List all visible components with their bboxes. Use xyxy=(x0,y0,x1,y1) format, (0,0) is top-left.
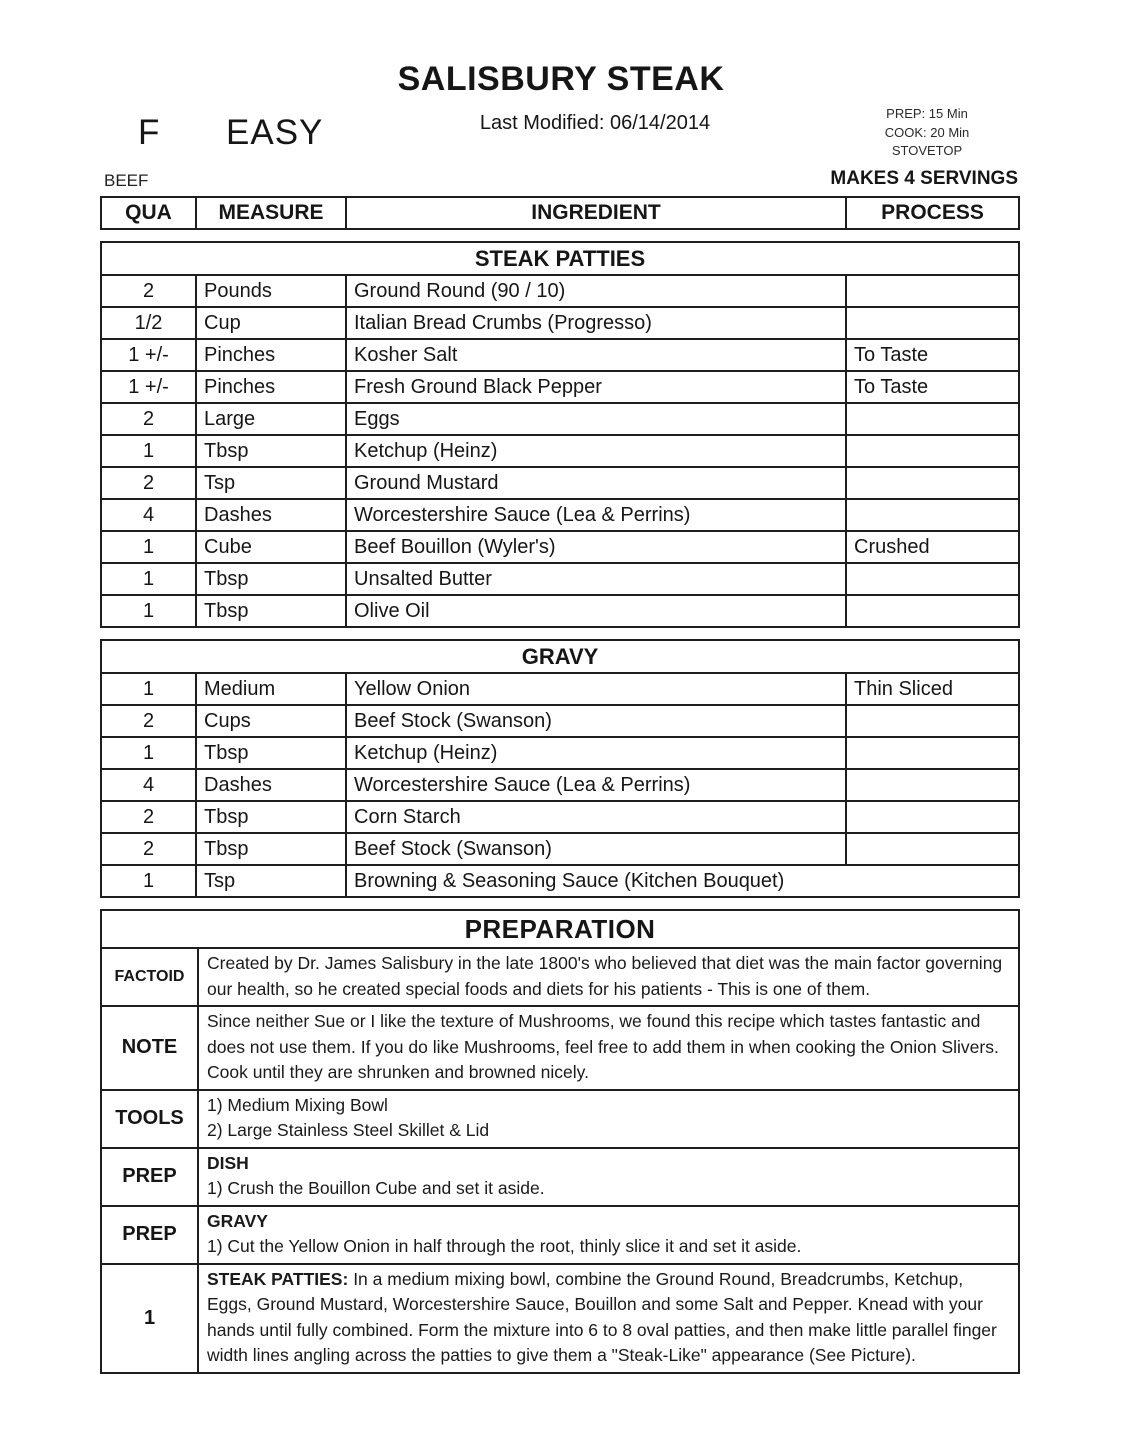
prep-step-text: 1) Crush the Bouillon Cube and set it aside. xyxy=(207,1178,545,1198)
ingredient-row xyxy=(101,595,1019,627)
time-info xyxy=(852,105,1002,161)
qty-cell: 1 xyxy=(101,865,196,897)
ingredient-row xyxy=(101,737,1019,769)
measure-cell: Medium xyxy=(196,673,346,705)
column-header-ingredient: INGREDIENT xyxy=(346,197,846,229)
process-cell: To Taste xyxy=(846,339,1019,371)
ingredient-cell: Fresh Ground Black Pepper xyxy=(346,371,846,403)
qty-cell: 2 xyxy=(101,833,196,865)
measure-cell: Tbsp xyxy=(196,801,346,833)
process-cell xyxy=(846,403,1019,435)
column-header-process: PROCESS xyxy=(846,197,1019,229)
ingredient-cell: Beef Bouillon (Wyler's) xyxy=(346,531,846,563)
process-cell xyxy=(846,705,1019,737)
ingredient-row xyxy=(101,467,1019,499)
section-title-row xyxy=(101,910,1019,948)
process-cell xyxy=(846,499,1019,531)
ingredient-row xyxy=(101,371,1019,403)
cook-time: COOK: 20 Min xyxy=(884,124,970,140)
measure-cell: Tsp xyxy=(196,467,346,499)
last-modified: Last Modified: 06/14/2014 xyxy=(479,112,711,134)
prep-row-text: Created by Dr. James Salisbury in the late 1800's who believed that diet was the main factor governing our health, so he created special foods and diets for his patients - This is one of them. xyxy=(198,948,1019,1006)
ingredient-cell: Ketchup (Heinz) xyxy=(346,435,846,467)
ingredient-cell: Yellow Onion xyxy=(346,673,846,705)
measure-cell: Tbsp xyxy=(196,563,346,595)
columns-header-table xyxy=(100,196,1020,230)
process-cell xyxy=(846,801,1019,833)
cook-method: STOVETOP xyxy=(891,143,963,158)
ingredient-row xyxy=(101,531,1019,563)
ingredient-row xyxy=(101,769,1019,801)
measure-cell: Pinches xyxy=(196,339,346,371)
measure-cell: Pinches xyxy=(196,371,346,403)
process-cell xyxy=(846,595,1019,627)
preparation-row xyxy=(101,1090,1019,1148)
qty-cell: 2 xyxy=(101,801,196,833)
ingredient-row xyxy=(101,673,1019,705)
prep-row-text xyxy=(198,1264,1019,1373)
page-title: SALISBURY STEAK xyxy=(397,60,725,98)
section-title-row xyxy=(101,640,1019,673)
ingredient-row xyxy=(101,833,1019,865)
measure-cell: Large xyxy=(196,403,346,435)
process-cell xyxy=(846,467,1019,499)
ingredient-cell: Ground Mustard xyxy=(346,467,846,499)
ingredient-row xyxy=(101,563,1019,595)
ingredient-cell: Worcestershire Sauce (Lea & Perrins) xyxy=(346,769,846,801)
prep-step-text: 1) Cut the Yellow Onion in half through the root, thinly slice it and set it aside. xyxy=(207,1236,802,1256)
process-cell: Crushed xyxy=(846,531,1019,563)
process-cell xyxy=(846,833,1019,865)
measure-cell: Tbsp xyxy=(196,435,346,467)
ingredient-row xyxy=(101,801,1019,833)
preparation-row xyxy=(101,1264,1019,1373)
ingredient-cell: Beef Stock (Swanson) xyxy=(346,705,846,737)
ingredient-cell: Eggs xyxy=(346,403,846,435)
prep-step-text: In a medium mixing bowl, combine the Ground Round, Breadcrumbs, Ketchup, Eggs, Ground Mustard, Worcestershire Sauce, Bouillon and some Salt and Pepper. Knead with your hands until fully combined. Form the mixture into 6 to 8 oval patties, and then make little parallel finger width lines angling across the patties to give them a "Steak-Like" appearance (See Picture). xyxy=(207,1268,997,1365)
ingredient-cell: Olive Oil xyxy=(346,595,846,627)
preparation-row xyxy=(101,1006,1019,1090)
prep-row-label: 1 xyxy=(101,1264,198,1373)
measure-cell: Tsp xyxy=(196,865,346,897)
section-title-steak-patties: STEAK PATTIES xyxy=(101,242,1019,275)
process-cell xyxy=(846,769,1019,801)
prep-step-heading: DISH xyxy=(207,1152,249,1173)
process-cell xyxy=(846,435,1019,467)
ingredient-row xyxy=(101,499,1019,531)
measure-cell: Tbsp xyxy=(196,833,346,865)
columns-header-row xyxy=(101,197,1019,229)
prep-row-label: NOTE xyxy=(101,1006,198,1090)
tool-line: 2) Large Stainless Steel Skillet & Lid xyxy=(207,1120,490,1140)
prep-row-label: PREP xyxy=(101,1206,198,1264)
ingredient-cell: Corn Starch xyxy=(346,801,846,833)
measure-cell: Dashes xyxy=(196,499,346,531)
prep-step-heading: STEAK PATTIES: xyxy=(207,1268,349,1289)
gravy-table xyxy=(100,639,1020,898)
process-cell xyxy=(846,737,1019,769)
qty-cell: 1 +/- xyxy=(101,371,196,403)
ingredient-cell: Kosher Salt xyxy=(346,339,846,371)
grade-letter: F xyxy=(138,113,160,152)
qty-cell: 1 xyxy=(101,595,196,627)
prep-row-label: PREP xyxy=(101,1148,198,1206)
qty-cell: 2 xyxy=(101,705,196,737)
qty-cell: 2 xyxy=(101,467,196,499)
qty-cell: 1/2 xyxy=(101,307,196,339)
process-cell xyxy=(846,275,1019,307)
ingredient-cell: Italian Bread Crumbs (Progresso) xyxy=(346,307,846,339)
ingredient-cell: Ground Round (90 / 10) xyxy=(346,275,846,307)
ingredient-cell: Ketchup (Heinz) xyxy=(346,737,846,769)
preparation-row xyxy=(101,1206,1019,1264)
preparation-row xyxy=(101,1148,1019,1206)
qty-cell: 4 xyxy=(101,769,196,801)
qty-cell: 4 xyxy=(101,499,196,531)
prep-row-label: TOOLS xyxy=(101,1090,198,1148)
column-header-qua: QUA xyxy=(101,197,196,229)
measure-cell: Cups xyxy=(196,705,346,737)
qty-cell: 1 xyxy=(101,563,196,595)
prep-row-text xyxy=(198,1148,1019,1206)
qty-cell: 1 xyxy=(101,531,196,563)
ingredient-cell: Beef Stock (Swanson) xyxy=(346,833,846,865)
preparation-table xyxy=(100,909,1020,1374)
qty-cell: 1 xyxy=(101,673,196,705)
measure-cell: Pounds xyxy=(196,275,346,307)
qty-cell: 1 +/- xyxy=(101,339,196,371)
prep-step-heading: GRAVY xyxy=(207,1210,268,1231)
prep-row-label: FACTOID xyxy=(101,948,198,1006)
steak-patties-table xyxy=(100,241,1020,628)
process-cell xyxy=(846,307,1019,339)
ingredient-cell: Browning & Seasoning Sauce (Kitchen Bouquet) xyxy=(346,865,1019,897)
category-label: BEEF xyxy=(104,171,149,190)
ingredient-row xyxy=(101,339,1019,371)
ingredient-row xyxy=(101,275,1019,307)
measure-cell: Tbsp xyxy=(196,595,346,627)
prep-row-text: Since neither Sue or I like the texture of Mushrooms, we found this recipe which tastes fantastic and does not use them. If you do like Mushrooms, feel free to add them in when cooking the Onion Slivers. Cook until they are shrunken and browned nicely. xyxy=(198,1006,1019,1090)
ingredient-row xyxy=(101,865,1019,897)
ingredient-row xyxy=(101,435,1019,467)
section-title-row xyxy=(101,242,1019,275)
section-title-gravy: GRAVY xyxy=(101,640,1019,673)
ingredient-cell: Unsalted Butter xyxy=(346,563,846,595)
recipe-header xyxy=(0,0,1122,196)
column-header-measure: MEASURE xyxy=(196,197,346,229)
measure-cell: Cup xyxy=(196,307,346,339)
measure-cell: Tbsp xyxy=(196,737,346,769)
difficulty-label: EASY xyxy=(226,113,324,152)
ingredient-row xyxy=(101,307,1019,339)
measure-cell: Cube xyxy=(196,531,346,563)
prep-row-text xyxy=(198,1090,1019,1148)
tool-line: 1) Medium Mixing Bowl xyxy=(207,1094,388,1115)
ingredient-cell: Worcestershire Sauce (Lea & Perrins) xyxy=(346,499,846,531)
ingredient-row xyxy=(101,403,1019,435)
preparation-title: PREPARATION xyxy=(101,910,1019,948)
qty-cell: 2 xyxy=(101,275,196,307)
process-cell: Thin Sliced xyxy=(846,673,1019,705)
ingredient-row xyxy=(101,705,1019,737)
preparation-row xyxy=(101,948,1019,1006)
qty-cell: 1 xyxy=(101,435,196,467)
qty-cell: 1 xyxy=(101,737,196,769)
process-cell: To Taste xyxy=(846,371,1019,403)
servings-label: MAKES 4 SERVINGS xyxy=(830,168,1018,189)
prep-time: PREP: 15 Min xyxy=(886,106,968,121)
measure-cell: Dashes xyxy=(196,769,346,801)
prep-row-text xyxy=(198,1206,1019,1264)
process-cell xyxy=(846,563,1019,595)
qty-cell: 2 xyxy=(101,403,196,435)
